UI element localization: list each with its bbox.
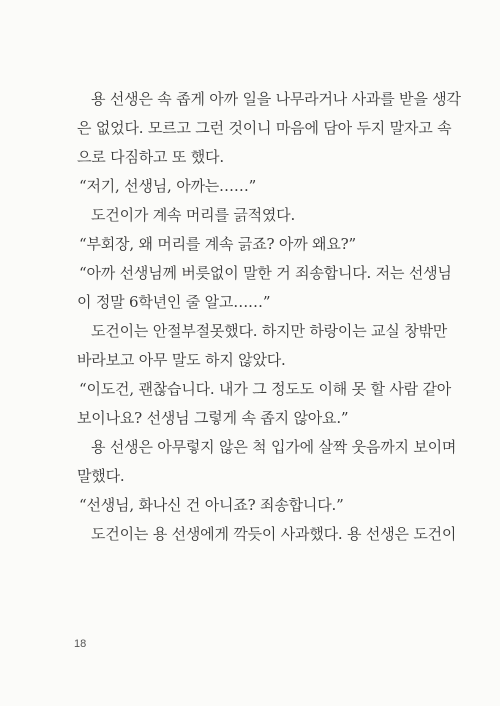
text-line: 이 정말 6학년인 줄 알고……” (77, 293, 271, 311)
text-line: 은 없었다. 모르고 그런 것이니 마음에 담아 두지 말자고 속 (77, 119, 452, 137)
text-line: 용 선생은 속 좁게 아까 일을 나무라거나 사과를 받을 생각 (91, 90, 461, 108)
dialogue-line: “저기, 선생님, 아까는……” (79, 177, 257, 195)
page-number: 18 (74, 638, 87, 650)
dialogue-line: “선생님, 화나신 건 아니죠? 죄송합니다.” (79, 496, 344, 514)
text-line: 말했다. (77, 467, 125, 485)
text-line: 도건이는 안절부절못했다. 하지만 하랑이는 교실 창밖만 (91, 322, 448, 340)
body-text (77, 89, 461, 553)
text-line: 바라보고 아무 말도 하지 않았다. (77, 351, 286, 369)
text-line: 용 선생은 아무렇지 않은 척 입가에 살짝 웃음까지 보이며 (91, 438, 457, 456)
text-line: 으로 다짐하고 또 했다. (77, 148, 224, 166)
dialogue-line: “이도건, 괜찮습니다. 내가 그 정도도 이해 못 할 사람 같아 (79, 380, 452, 398)
dialogue-line: “부회장, 왜 머리를 계속 긁죠? 아까 왜요?” (79, 235, 356, 253)
text-line: 도건이는 용 선생에게 깍듯이 사과했다. 용 선생은 도건이 (91, 525, 457, 543)
dialogue-line: “아까 선생님께 버릇없이 말한 거 죄송합니다. 저는 선생님 (79, 264, 452, 282)
text-line: 보이나요? 선생님 그렇게 속 좁지 않아요.” (77, 409, 349, 427)
text-line: 도건이가 계속 머리를 긁적였다. (91, 206, 296, 224)
